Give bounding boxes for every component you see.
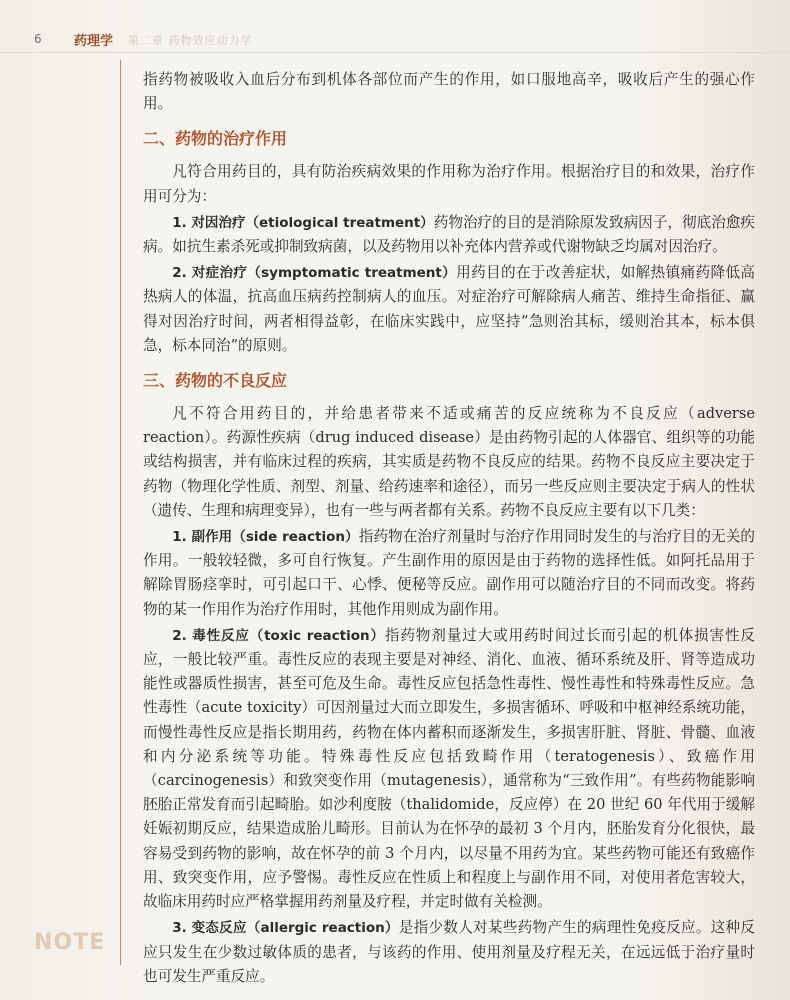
intro-paragraph: 指药物被吸收入血后分布到机体各部位而产生的作用，如口服地高辛，吸收后产生的强心作用。 xyxy=(143,71,755,113)
list-item xyxy=(143,916,755,989)
item-title: 3. 变态反应（allergic reaction） xyxy=(172,920,399,937)
paragraph: 凡不符合用药目的，并给患者带来不适或痛苦的反应统称为不良反应（adverse reaction）。药源性疾病（drug induced disease）是由药物引起的人体器官、组织等的功能或结构损害，并有临床过程的疾病，其实质是药物不良反应的结果。药物不良反应主要决定于药物（物理化学性质、剂型、剂量、给药速率和途径），而另一些反应则主要决定于病人的性状（遗传、生理和病理变异），也有一些与两者都有关系。药物不良反应主要有以下几类： xyxy=(143,405,755,519)
list-item xyxy=(143,624,755,914)
book-title: 药理学 xyxy=(74,34,114,49)
margin-rule xyxy=(120,60,121,965)
paragraph: 凡符合用药目的，具有防治疾病效果的作用称为治疗作用。根据治疗目的和效果，治疗作用可分为： xyxy=(143,163,755,205)
item-title: 1. 对因治疗（etiological treatment） xyxy=(172,214,434,231)
list-item xyxy=(143,525,755,622)
item-title: 1. 副作用（side reaction） xyxy=(172,529,359,546)
item-title: 2. 对症治疗（symptomatic treatment） xyxy=(172,265,457,282)
header-divider xyxy=(0,52,790,53)
page-header xyxy=(0,28,790,52)
item-title: 2. 毒性反应（toxic reaction） xyxy=(172,627,385,644)
item-text: 指药物在治疗剂量时与治疗作用同时发生的与治疗目的无关的作用。一般较轻微，多可自行恢复。产生副作用的原因是由于药物的选择性低。如阿托品用于解除胃肠痉挛时，可引起口干、心悸、便秘等反应。副作用可以随治疗目的不同而改变。将药物的某一作用作为治疗作用时，其他作用则成为副作用。 xyxy=(143,528,755,618)
page-content xyxy=(143,68,755,991)
item-text: 用药目的在于改善症状，如解热镇痛药降低高热病人的体温，抗高血压病药控制病人的血压。对症治疗可解除病人痛苦、维持生命指征、赢得对因治疗时间，两者相得益彰，在临床实践中，应坚持“急则治其标，缓则治其本，标本俱急，标本同治”的原则。 xyxy=(143,264,755,354)
list-item xyxy=(143,211,755,259)
item-text: 药物治疗的目的是消除原发致病因子，彻底治愈疾病。如抗生素杀死或抑制致病菌，以及药物用以补充体内营养或代谢物缺乏均属对因治疗。 xyxy=(143,213,755,256)
page-number: 6 xyxy=(34,32,42,46)
note-margin-label: NOTE xyxy=(34,930,106,955)
section-heading-therapeutic: 二、药物的治疗作用 xyxy=(143,129,288,149)
item-text: 指药物剂量过大或用药时间过长而引起的机体损害性反应，一般比较严重。毒性反应的表现主要是对神经、消化、血液、循环系统及肝、肾等造成功能性或器质性损害，甚至可危及生命。毒性反应包括急性毒性、慢性毒性和特殊毒性反应。急性毒性（acute toxicity）可因剂量过大而立即发生，多损害循环、呼吸和中枢神经系统功能，而慢性毒性反应是指长期用药，药物在体内蓄积而逐渐发生，多损害肝脏、肾脏、骨髓、血液和内分泌系统等功能。特殊毒性反应包括致畸作用（teratogenesis）、致癌作用（carcinogenesis）和致突变作用（mutagenesis），通常称为“三致作用”。有些药物能影响胚胎正常发育而引起畸胎。如沙利度胺（thalidomide，反应停）在 20 世纪 60 年代用于缓解妊娠初期反应，结果造成胎儿畸形。目前认为在怀孕的最初 3 个月内，胚胎发育分化很快，最容易受到药物的影响，故在怀孕的前 3 个月内，以尽量不用药为宜。某些药物可能还有致癌作用、致突变作用，应予警惕。毒性反应在性质上和程度上与副作用不同，对使用者危害较大，故临床用药时应严格掌握用药剂量及疗程，并定时做有关检测。 xyxy=(143,626,755,911)
chapter-title: 第二章 药物效应动力学 xyxy=(128,34,253,47)
item-text: 是指少数人对某些药物产生的病理性免疫反应。这种反应只发生在少数过敏体质的患者，与该药的作用、使用剂量及疗程无关，在远远低于治疗量时也可发生严重反应。 xyxy=(143,919,755,985)
section-heading-adverse: 三、药物的不良反应 xyxy=(143,371,288,391)
list-item xyxy=(143,261,755,358)
